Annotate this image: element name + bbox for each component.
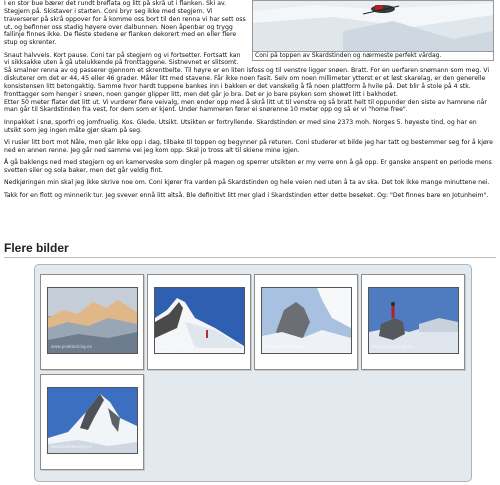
thumbnail-image [261, 287, 352, 354]
gallery-thumbnail[interactable] [40, 374, 144, 470]
divider [4, 257, 496, 258]
gallery-heading: Flere bilder [4, 241, 69, 255]
watermark: www.peaktorking.no [51, 344, 92, 349]
article-body [4, 0, 494, 204]
paragraph: Etter 50 meter flater det litt ut. Vi vurderer flere veivalg, men ender opp med å skrå litt ut til venstre og så bratt helt til oppunder den siste av hamrene når man går til Skardstinden fra vest, for dem som er kjent. Under hammeren fører ei snørenne 10 meter opp og så er vi "home free". [4, 98, 487, 114]
thumbnail-image [47, 387, 138, 454]
thumbnail-image [368, 287, 459, 354]
figure-photo-image [253, 1, 493, 51]
gallery-thumbnail[interactable] [147, 274, 251, 370]
article-figure [252, 0, 494, 61]
gallery-thumbnail[interactable] [40, 274, 144, 370]
paragraph: I en stor bue bærer det rundt breflata og litt på skrå ut i flanken. Ski av. Stegjern på. Skistaver i starten. Coni bryr seg ikke med stegjern. Vi traverserer på skrå oppover for å komme oss bort til den renna vi har sett oss ut, og befinner oss stadig høyere over dalbunnen. Noen åpenbar og trygg fallinje finnes ikke. De fleste stedene er flanken dekorert med en eller flere stup og skrenter. [4, 0, 246, 47]
watermark: www.peaktorking.no [158, 344, 199, 349]
figure-caption: Coni på toppen av Skardstinden og nærmeste perfekt vårdag. [252, 52, 494, 61]
watermark: www.peaktorking.no [372, 344, 413, 349]
paragraph: Takk for en flott og minnerik tur. Jeg svever ennå litt altså. Ble definitivt litt mer glad i Skardstinden etter dette besøket. Og: "Det finnes bare en Jotunheim". [4, 191, 489, 199]
paragraph: Nedkjøringen min skal jeg ikke skrive noe om. Coni kjører fra varden på Skardstinden og hele veien ned uten å ta av ska. Det tok ikke mange minuttene nei. [4, 179, 490, 187]
gallery-thumbnail[interactable] [254, 274, 358, 370]
paragraph: Innpakket i snø, sporfri og jomfruelig. Kos. Glede. Utsikt. Utsikten er fortryllende. Skardstinden er med sine 2373 moh. Norges 5. høyeste tind, og har en utsikt som jeg ingen måte gjør skam på seg. [4, 118, 477, 134]
photo-gallery [34, 264, 472, 482]
watermark: www.peaktorking.no [51, 444, 92, 449]
gallery-thumbnail[interactable] [361, 274, 465, 370]
figure-photo[interactable] [252, 0, 494, 52]
thumbnail-image [154, 287, 245, 354]
paragraph: Snaut halvveis. Kort pause. Coni tar på stegjern og vi fortsetter. Fortsatt kan vi sikksakke uten å gå utelukkende på fronttaggene. Sistnevnet er slitsomt. Så smalner renna av og passerer gjennom et skrentbelte. Til høyre er en liten isfoss og til venstre ligger snøen. Bratt. For en uerfaren snømann som meg. Vi diskuterer om det er 44, 45 eller 46 grader. Måler litt med stavene. Får ikke noen fasit. Selv om noen millimeter ytterst er et løst skarelag, er den generelle konsistensen litt betongaktig. Samme hvor hardt tuppene bankes inn i bakken er det vanskelig å få noen plattform å hvile på. Det blir å stole på 4 stk. fronttagger som henger i snøen, noen ganger glipper litt, men det går jo bra. Det er jo bare psyken som showet litt i bakhodet. [4, 51, 490, 98]
thumbnail-image [47, 287, 138, 354]
paragraph: Å gå baklengs ned med stegjern og en kamerveske som dingler på magen og sperrer utsikten er my verre enn å gå opp. Er ganske anspent en periode mens svetten siler og sola baker, men det går veldig fint. [4, 159, 492, 175]
watermark: www.peaktorking.no [265, 344, 306, 349]
paragraph: Vi rusler litt bort mot Nåle, men går ikke opp i dag, tilbake til toppen og begynner på returen. Coni studerer et bilde jeg har tatt og bestemmer seg for å kjøre ned en annen renne. Jeg går ned samme vei jeg kom opp. Skal jo tross alt til skiene mine igjen. [4, 139, 493, 154]
